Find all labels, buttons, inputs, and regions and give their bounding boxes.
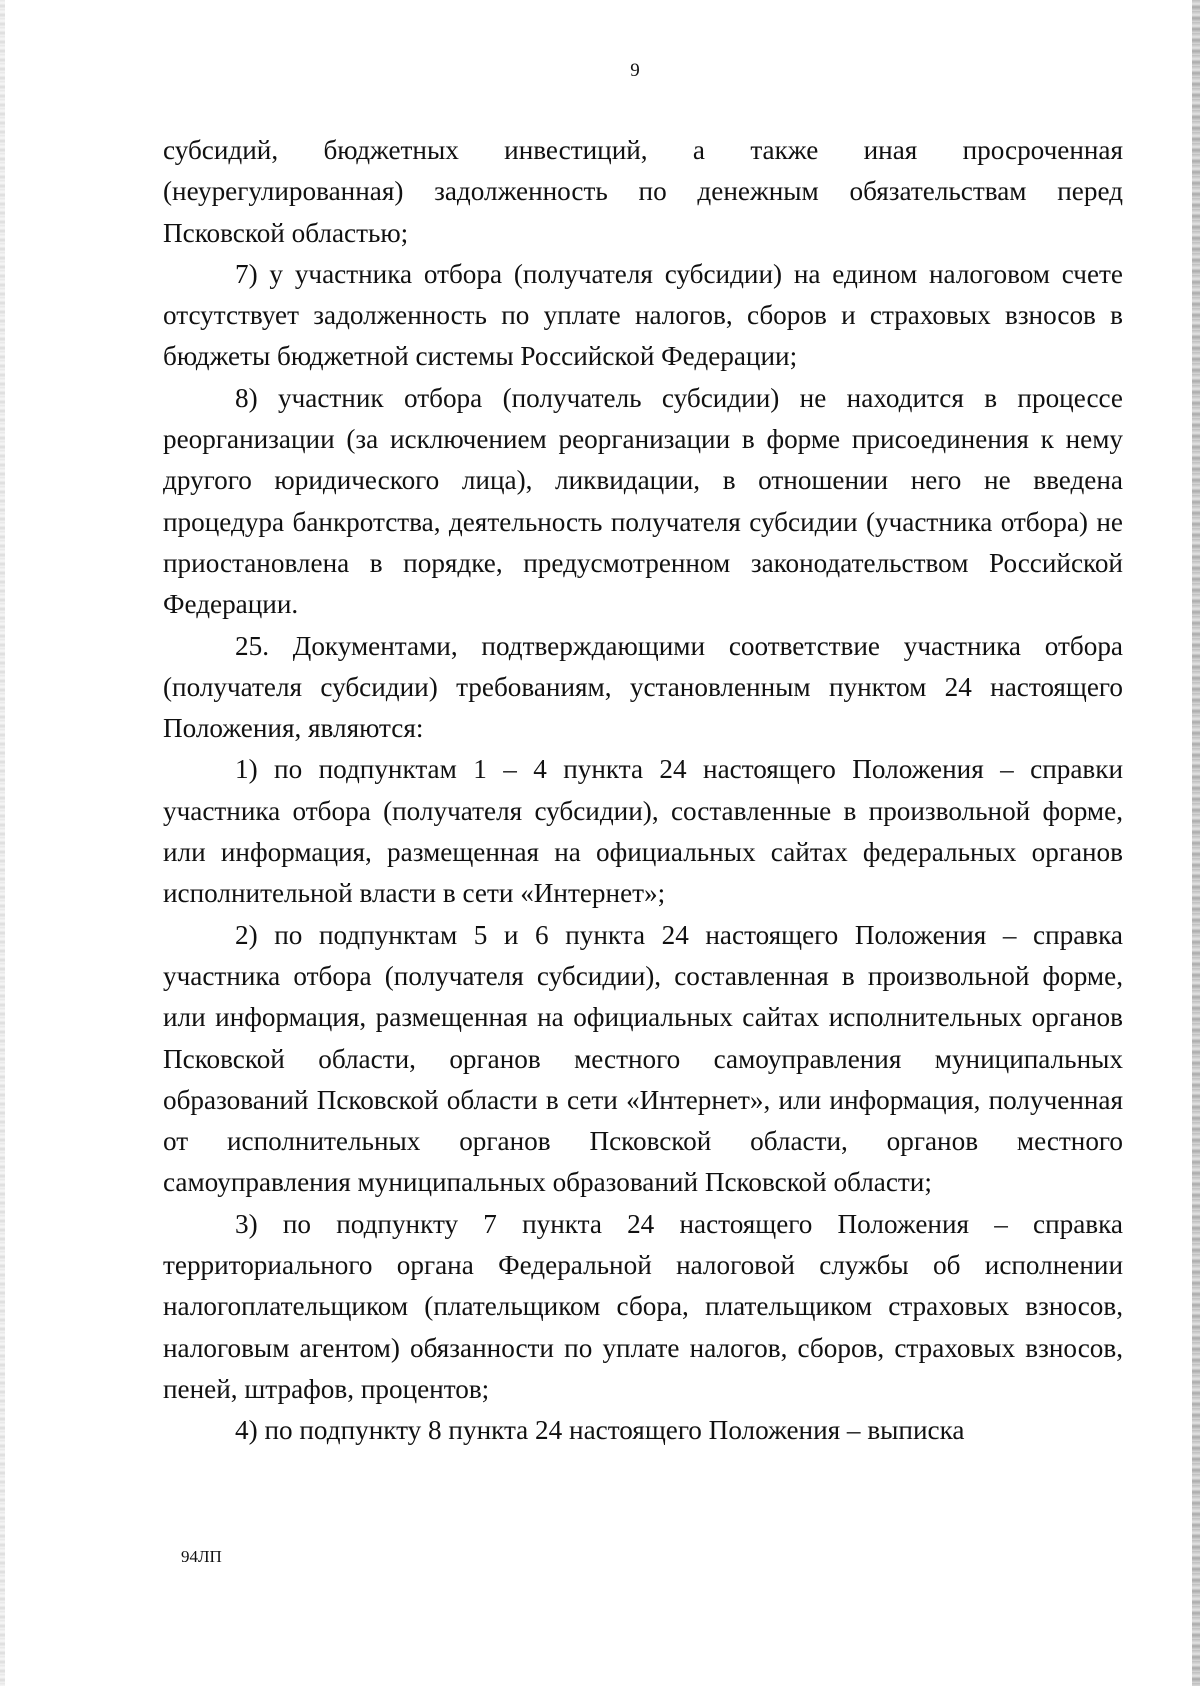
paragraph-item-8: 8) участник отбора (получатель субсидии) не находится в процессе реорганизации (за исключением реорганизации в форме присоединения к нему другого юридического лица), ликвидации, в отношении него не введена процедура банкротства, деятельность получателя субсидии (участника отбора) не приостановлена в порядке, предусмотренном законодательством Российской Федерации. xyxy=(163,382,1123,620)
paragraph-continuation: субсидий, бюджетных инвестиций, а также иная просроченная (неурегулированная) задолженность по денежным обязательствам перед Псковской областью; xyxy=(163,135,1123,248)
paragraph-subitem-2: 2) по подпунктам 5 и 6 пункта 24 настоящего Положения – справка участника отбора (получателя субсидии), составленная в произвольной форме, или информация, размещенная на официальных сайтах исполнительных органов Псковской области, органов местного самоуправления муниципальных образований Псковской области в сети «Интернет», или информация, полученная от исполнительных органов Псковской области, органов местного самоуправления муниципальных образований Псковской области; xyxy=(163,919,1123,1198)
document-body xyxy=(163,130,1123,1452)
page-number: 9 xyxy=(630,60,640,81)
paragraph-subitem-1: 1) по подпунктам 1 – 4 пункта 24 настоящего Положения – справки участника отбора (получателя субсидии), составленные в произвольной форме, или информация, размещенная на официальных сайтах федеральных органов исполнительной власти в сети «Интернет»; xyxy=(163,754,1123,909)
paragraph-subitem-3: 3) по подпункту 7 пункта 24 настоящего Положения – справка территориального органа Федеральной налоговой службы об исполнении налогоплательщиком (плательщиком сбора, плательщиком страховых взносов, налоговым агентом) обязанности по уплате налогов, сборов, страховых взносов, пеней, штрафов, процентов; xyxy=(163,1208,1123,1404)
scan-edge-right xyxy=(1192,0,1200,1686)
paragraph-subitem-4: 4) по подпункту 8 пункта 24 настоящего Положения – выписка xyxy=(235,1415,965,1446)
document-code: 94ЛП xyxy=(181,1547,222,1566)
paragraph-item-7: 7) у участника отбора (получателя субсидии) на едином налоговом счете отсутствует задолженность по уплате налогов, сборов и страховых взносов в бюджеты бюджетной системы Российской Федерации; xyxy=(163,258,1123,372)
paragraph-clause-25: 25. Документами, подтверждающими соответствие участника отбора (получателя субсидии) требованиям, установленным пунктом 24 настоящего Положения, являются: xyxy=(163,630,1123,744)
scan-edge-left xyxy=(0,0,5,1686)
